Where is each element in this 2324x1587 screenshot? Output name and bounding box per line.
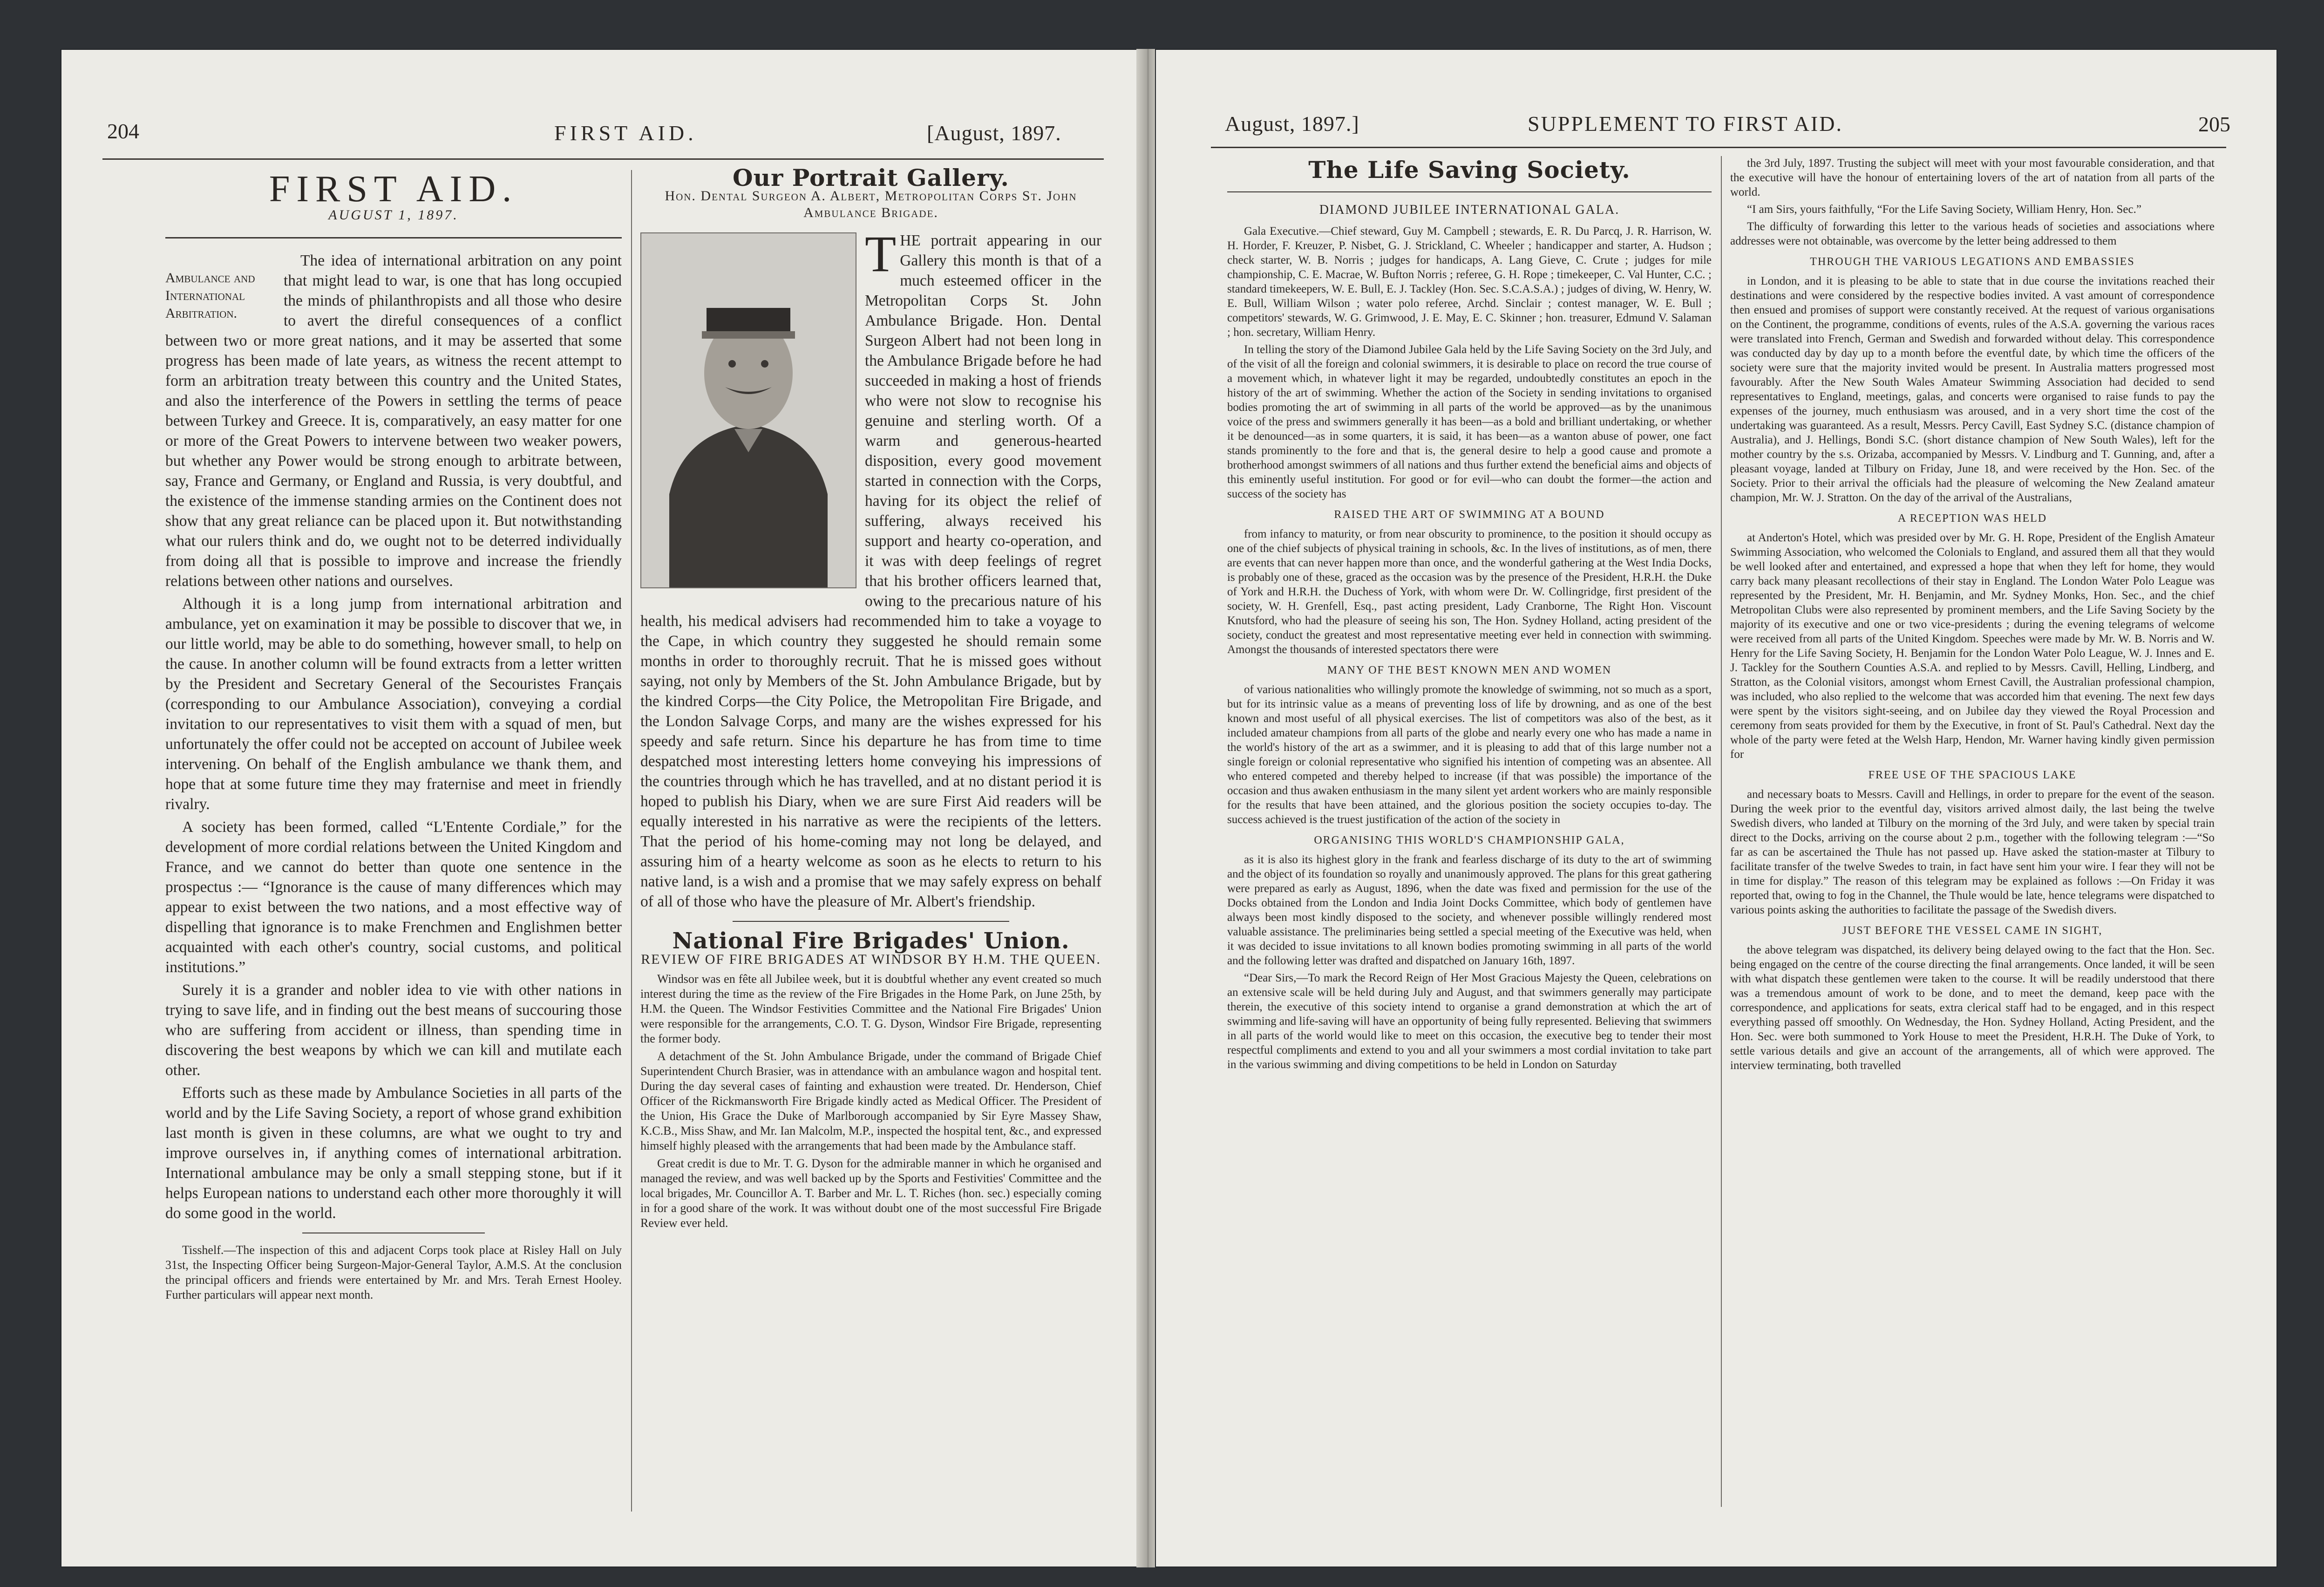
- editorial-paragraph: A society has been formed, called “L'Entente Cordiale,” for the development of more cordial relations between the United Kingdom and France, and we cannot do better than quote one sentence in the prospectus :— “Ignorance is the cause of many differences which may appear to exist between the two nations, and a most effective way of dispelling that ignorance is to make Frenchmen and Englishmen better acquainted with each other's country, social customs, and political institutions.”: [165, 818, 622, 976]
- editorial-paragraph: Efforts such as these made by Ambulance Societies in all parts of the world and by the Life Saving Society, a report of whose grand exhibition last month is given in these columns, are what we ought to try and improve ourselves in, if anything comes of international arbitration. International ambulance may be only a small stepping stone, but if it helps European nations to understand each other more thoroughly it will do some good in the world.: [165, 1084, 622, 1222]
- header-rule-right: [1211, 147, 2226, 148]
- heading-rule: [1227, 191, 1712, 192]
- portrait-gallery-column: [640, 164, 1101, 1558]
- section-caption: THROUGH THE VARIOUS LEGATIONS AND EMBASSIES: [1810, 256, 2135, 268]
- life-saving-column-2: [1730, 156, 2215, 1558]
- article-paragraph: the above telegram was dispatched, its delivery being delayed owing to the fact that the Hon. Sec. being engaged on the centre of the course directing the final arrangements. Once landed, it will be seen with what dispatch these gentlemen were taken to the course. It will be readily understood that there was a tremendous amount of work to be done, and to meet the demand, keep pace with the correspondence, and applications for seats, extra clerical staff had to be engaged, and in this respect everything passed off smoothly. On Wednesday, the Hon. Sydney Holland, Acting President, and the Hon. Sec. were both summoned to York House to meet the President, H.R.H. The Duke of York, to settle various details and give an account of the arrangements, all of which were approved. The interview terminating, both travelled: [1730, 944, 2215, 1072]
- masthead-rule: [165, 237, 622, 238]
- portrait-gallery-subheading: Hon. Dental Surgeon A. Albert, Metropolitan Corps St. John Ambulance Brigade.: [665, 188, 1077, 220]
- article-paragraph: The difficulty of forwarding this letter to the various heads of societies and associations where addresses were not obtainable, was overcome by the letter being addressed to them: [1730, 220, 2215, 247]
- column-divider-right: [1721, 156, 1722, 1507]
- fire-brigades-paragraph: Great credit is due to Mr. T. G. Dyson for the admirable manner in which he organised and managed the review, and was well backed up by the Sports and Festivities' Committee and the local brigades, Mr. Councillor A. T. Barber and Mr. L. T. Riches (hon. sec.) especially coming in for a good share of the work. It was without doubt one of the most successful Fire Brigade Review ever held.: [640, 1156, 1101, 1230]
- portrait-gallery-body: HE portrait appearing in our Gallery this month is that of a much esteemed officer in the Metropolitan Corps St. John Ambulance Brigade. Hon. Dental Surgeon Albert had not been long in the Ambulance Brigade before he had succeeded in making a host of friends who were not slow to recognise his genuine and sterling worth. Of a warm and generous-hearted disposition, every good movement started in connection with the Corps, having for its object the relief of suffering, always received his support and hearty co-operation, and it was with deep feelings of regret that his brother officers learned that, owing to the precarious nature of his health, his medical advisers had recommended him to take a voyage to the Cape, in which country they suggested he should remain some months in order to thoroughly recruit. That he is missed goes without saying, not only by Members of the St. John Ambulance Brigade, but by the kindred Corps—the City Police, the Metropolitan Fire Brigade, and the London Salvage Corps, and many are the wishes expressed for his speedy and safe return. Since his departure he has from time to time despatched most interesting letters home conveying his impressions of the countries through which he has travelled, and at no distant period it is hoped to publish his Diary, when we are sure First Aid readers will be equally interested in his narrative as were the recipients of the letters. That the period of his home-coming may not long be delayed, and assuring him of a hearty welcome as soon as he elects to return to his native land, is a wish and a promise that we may safely express on behalf of all of those who have the pleasure of Mr. Albert's friendship.: [640, 232, 1101, 910]
- article-paragraph: and necessary boats to Messrs. Cavill and Hellings, in order to prepare for the event of the season. During the week prior to the eventful day, visitors arrived almost daily, the last being the twelve Swedish divers, who landed at Tilbury on the morning of the 3rd July, and were taken by special train direct to the Docks, arriving on the course about 2 p.m., together with the following telegram :—“So far as can be ascertained the Thule has not passed up. Have asked the station-master at Tilbury to facilitate transfer of the twelve Swedes to train, in fact have sent him your wire. I fear they will not be in time for display.” The reason of this telegram may be explained as follows :—On Friday it was reported that, owing to fog in the Channel, the Thule would be late, hence telegrams were dispatched to various points asking the authorities to facilitate the passage of the Swedish divers.: [1730, 788, 2215, 916]
- section-caption: ORGANISING THIS WORLD'S CHAMPIONSHIP GALA,: [1314, 834, 1625, 846]
- article-paragraph: from infancy to maturity, or from near obscurity to prominence, to the position it should occupy as one of the chief subjects of physical training in schools, &c. In the lives of institutions, as of men, there are events that can never happen more than once, and the wonderful gathering at the West India Docks, is probably one of these, graced as the occasion was by the presence of the President, H.R.H. the Duke of York and H.R.H. the Duchess of York, with whom were Dr. W. Collingridge, first president of the society, W. H. Grenfell, Esq., past acting president, Lady Cranborne, The Right Hon. Viscount Knutsford, who had the pleasure of seeing his son, The Hon. Sydney Holland, acting president of the society, conduct the greatest and most representative meeting ever held in connection with swimming. Amongst the thousands of interested spectators there were: [1227, 527, 1712, 656]
- section-caption: A RECEPTION WAS HELD: [1897, 512, 2047, 524]
- column-1-blocks: [1227, 224, 1712, 1072]
- running-title-left: FIRST AID.: [554, 121, 697, 145]
- running-title-right: SUPPLEMENT TO FIRST AID.: [1528, 111, 1843, 136]
- header-rule-left: [102, 158, 1104, 160]
- editorial-column: [165, 170, 622, 1558]
- life-saving-heading: The Life Saving Society.: [1308, 156, 1631, 184]
- article-paragraph: in London, and it is pleasing to be able to state that in due course the invitations reached their destinations and were considered by the respective bodies invited. A vast amount of correspondence then ensued and promises of support were constantly received. At the request of various organisations on the Continent, the programme, conditions of events, rules of the A.S.A. governing the various races were translated into French, German and Swedish and forwarded without delay. This correspondence was conducted day by day up to a month before the eventful date, by which time the officers of the society were sure that the majority invited would be present. In Australia matters progressed most favourably. After the New South Wales Amateur Swimming Association had decided to send representatives to England, meetings, galas, and concerts were organised to raise funds to pay the expenses of the journey, much enthusiasm was aroused, and in a very short time the cost of the undertaking was guaranteed. As a result, Messrs. Percy Cavill, East Sydney S.C. (distance champion of Australia), and J. Hellings, Bondi S.C. (short distance champion of New South Wales), left for the mother country by the s.s. Orizaba, accompanied by Messrs. V. Lindburg and T. Gunning, and, after a pleasant voyage, landed at Tilbury on Friday, June 18, and were received by the Hon. Sec. of the Society. Prior to their arrival the officials had the pleasure of welcoming the New Zealand amateur champion, Mr. W. J. Stratton. On the day of the arrival of the Australians,: [1730, 275, 2215, 504]
- running-date-left: [August, 1897.: [927, 121, 1061, 145]
- section-caption: MANY OF THE BEST KNOWN MEN AND WOMEN: [1327, 664, 1612, 676]
- editorial-paragraph: Although it is a long jump from international arbitration and ambulance, yet on examination it may be possible to discover that we, in our little world, may be able to do something, however small, to help on the cause. In another column will be found extracts from a letter written by the President and Secretary General of the Secouristes Français (corresponding to our Ambulance Association), conveying a cordial invitation to our representatives to visit them with a squad of men, but unfortunately the offer could not be accepted on account of Jubilee week intervening. On behalf of the English ambulance we thank them, and hope that at some future time they may fraternise and meet in friendly rivalry.: [165, 595, 622, 813]
- article-paragraph: “Dear Sirs,—To mark the Record Reign of Her Most Gracious Majesty the Queen, celebrations on an extensive scale will be held during July and August, and that swimmers generally may participate therein, the executive of this society intend to organise a grand demonstration at which the art of swimming and life-saving will have an opportunity of being fully represented. Believing that swimmers in all parts of the world would like to meet on this occasion, the executive beg to tender their most respectful compliments and extend to you and all your swimmers a most cordial invitation to take part in the various swimming and diving competitions to be held in London on Saturday: [1227, 971, 1712, 1071]
- section-caption: JUST BEFORE THE VESSEL CAME IN SIGHT,: [1842, 925, 2103, 937]
- page-number-left: 204: [107, 119, 139, 143]
- article-paragraph: at Anderton's Hotel, which was presided over by Mr. G. H. Rope, President of the English Amateur Swimming Association, who welcomed the Colonials to England, and assured them all that they would be well looked after and entertained, and expressed a hope that when they left for home, they would carry back many pleasant recollections of their stay in England. The London Water Polo League was represented by the President, Mr. H. Benjamin, and Mr. Sydney Monks, Hon. Sec., and the chief Metropolitan Clubs were also represented by prominent members, and the Life Saving Society by the majority of its executive and one or two vice-presidents ; during the evening telegrams of welcome were received from all parts of the United Kingdom. Speeches were made by Mr. W. B. Norris and W. Henry for the Life Saving Society, H. Benjamin for the London Water Polo League, W. J. Innes and E. J. Tackley for the Southern Counties A.S.A. and replied to by Messrs. Cavill, Helling, Lindberg, and Stratton, as the Colonial visitors, amongst whom Ernest Cavill, the Australian professional champion, was included, who also replied to the welcome that was accorded him that evening. The next few days were spent by the visitors sight-seeing, and on Jubilee day they viewed the Royal Procession and ceremony from seats provided for them by the Executive, in front of St. Paul's Cathedral. Next day the whole of the party were feted at the Welsh Harp, Hendon, Mr. Warner having kindly given permission for: [1730, 531, 2215, 761]
- running-date-right: August, 1897.]: [1225, 111, 1359, 136]
- tisshelf-note: Tisshelf.—The inspection of this and adjacent Corps took place at Risley Hall on July 31st, the Inspecting Officer being Surgeon-Major-General Taylor, A.M.S. At the conclusion the principal officers and friends were entertained by Mr. and Mrs. Terah Ernest Hooley. Further particulars will appear next month.: [165, 1243, 622, 1301]
- life-saving-column-1: [1227, 156, 1712, 1558]
- editorial-paragraph: Surely it is a grander and nobler idea to vie with other nations in trying to save life, and in finding out the best means of succouring those who are suffering from accident or illness, than spending time in discovering the best weapons by which we can kill and mutilate each other.: [165, 981, 622, 1079]
- sidenote-arbitration: Ambulance and International Arbitration.: [165, 270, 255, 321]
- fire-brigades-heading: National Fire Brigades' Union.: [672, 927, 1070, 954]
- fire-brigades-subheading: REVIEW OF FIRE BRIGADES AT WINDSOR BY H.M. THE QUEEN.: [641, 951, 1101, 967]
- column-divider: [631, 170, 632, 1512]
- section-caption: RAISED THE ART OF SWIMMING AT A BOUND: [1334, 508, 1605, 521]
- article-paragraph: “I am Sirs, yours faithfully, “For the Life Saving Society, William Henry, Hon. Sec.”: [1747, 203, 2141, 216]
- dropcap-letter: T: [865, 225, 897, 282]
- editorial-paragraph: The idea of international arbitration on any point that might lead to war, is one that has long occupied the minds of philanthropists and all those who desire to avert the direful consequences of a conflict between two or more great nations, and it may be asserted that some progress has been made of late years, as witness the recent attempt to form an arbitration treaty between this country and the United States, and also the interference of the Powers in settling the terms of peace between Turkey and Greece. It is, comparatively, an easy matter for one or more of the Great Powers to intervene between two weaker powers, but whether any Power would be strong enough to arbitrate between, say, France and Germany, or England and Russia, is very doubtful, and the existence of the immense standing armies on the Continent does not show that any great reliance can be placed upon it. But notwithstanding what our rulers think and do, we ought not to be deterred individually from doing all that is possible to improve and increase the friendly relations between other nations and ourselves.: [165, 252, 622, 590]
- portrait-photo: [640, 232, 856, 588]
- fire-brigades-paragraph: Windsor was en fête all Jubilee week, but it is doubtful whether any event created so much interest during the time as the review of the Fire Brigades in the Home Park, on June 25th, by H.M. the Queen. The Windsor Festivities Committee and the National Fire Brigades' Union were responsible for the arrangements, C.O. T. G. Dyson, Windsor Fire Brigade, representing the former body.: [640, 972, 1101, 1045]
- masthead-date: AUGUST 1, 1897.: [328, 207, 459, 223]
- portrait-figure-icon: [641, 233, 856, 587]
- right-page: [1155, 49, 2277, 1567]
- section-caption: FREE USE OF THE SPACIOUS LAKE: [1868, 769, 2077, 781]
- article-paragraph: Gala Executive.—Chief steward, Guy M. Campbell ; stewards, E. R. Du Parcq, J. R. Harrison, W. H. Horder, F. Kreuzer, P. Nisbet, G. J. Strickland, C. Wheeler ; handicapper and starter, A. Hudson ; check starter, W. B. Norris ; judges for handicaps, A. Lang Gieve, C. Crute ; judges for mile championship, C. E. Macrae, W. Bufton Norris ; referee, G. H. Rope ; timekeeper, C. Val Hunter, C.C. ; standard timekeepers, W. E. Bull, E. J. Tackley (Hon. Sec. S.C.A.S.A.) ; judges of diving, W. Henry, W. E. Bull, William Wilson ; water polo referee, Archd. Sinclair ; contest manager, W. E. Bull ; competitors' stewards, W. G. Grimwood, J. E. May, E. C. Skinner ; hon. treasurer, Edmund V. Salaman ; hon. secretary, William Henry.: [1227, 225, 1712, 339]
- column-2-blocks: [1730, 156, 2215, 1073]
- left-page: [61, 49, 1141, 1567]
- section-rule: [733, 921, 1009, 922]
- page-number-right: 205: [2198, 112, 2230, 136]
- article-paragraph: the 3rd July, 1897. Trusting the subject will meet with your most favourable consideration, and that the executive will have the honour of entertaining lovers of the art of natation from all parts of the world.: [1730, 157, 2215, 198]
- portrait-gallery-heading: Our Portrait Gallery.: [733, 164, 1009, 191]
- masthead-title: FIRST AID.: [269, 169, 518, 210]
- article-paragraph: of various nationalities who willingly promote the knowledge of swimming, not so much as a sport, but for its intrinsic value as a means of preventing loss of life by drowning, and as one of the best known and most useful of all physical exercises. The list of competitors was also of the best, as it included amateur champions from all parts of the globe and nearly every one who has made a name in the world's history of the art as a swimmer, and it is pleasing to add that of this large number not a single foreign or colonial representative who signified his intention of competing was an absentee. All who entered competed and thereby helped to increase (if that was possible) the importance of the occasion and thus awaken enthusiasm in the many silent yet ardent workers who are mainly responsible for the results that have been attained, and the glorious position the society occupies to-day. The success achieved is the truest justification of the action of the society in: [1227, 683, 1712, 826]
- article-paragraph: In telling the story of the Diamond Jubilee Gala held by the Life Saving Society on the 3rd July, and of the visit of all the foreign and colonial swimmers, it is desirable to place on record the true course of a movement which, in whatever light it may be regarded, undoubtedly constitutes an epoch in the history of the art of swimming. Whether the action of the Society in sending invitations to organised bodies promoting the art of swimming in all parts of the world be approved—as by the unanimous voice of the press and swimmers generally it has been—as a bold and brilliant undertaking, or whether it be denounced—as in some quarters, it is said, it has been—as a wanton abuse of power, one fact stands prominently to the fore and that is, the general desire to help a good cause and promote a brotherhood amongst swimmers of all nations and thus further extend the beneficial aims and objects of this eminently useful institution. For good or for evil—who can doubt the former—the action and success of the society has: [1227, 343, 1712, 500]
- article-paragraph: as it is also its highest glory in the frank and fearless discharge of its duty to the art of swimming and the object of its foundation so royally and unanimously approved. The plans for this great gathering were prepared as early as August, 1896, when the date was fixed and permission for the use of the Docks obtained from the London and India Joint Docks Committee, which body of gentlemen have always been most kindly disposed to the society, and whenever possible willingly rendered most valuable assistance. The preliminaries being settled a special meeting of the Executive was held, when it was decided to issue invitations to all known bodies promoting swimming in all parts of the world and the following letter was drafted and dispatched on January 16th, 1897.: [1227, 853, 1712, 967]
- fire-brigades-paragraph: A detachment of the St. John Ambulance Brigade, under the command of Brigade Chief Superintendent Church Brasier, was in attendance with an ambulance wagon and hospital tent. During the day several cases of fainting and exhaustion were treated. Dr. Henderson, Chief Officer of the Rickmansworth Fire Brigade kindly acted as Medical Officer. The President of the Union, His Grace the Duke of Marlborough accompanied by Sir Eyre Massey Shaw, K.C.B., Miss Shaw, and Mr. Ian Malcolm, M.P., inspected the hospital tent, &c., and expressed himself highly pleased with the arrangements that had been made by the Ambulance staff.: [640, 1049, 1101, 1152]
- gala-subheading: DIAMOND JUBILEE INTERNATIONAL GALA.: [1319, 202, 1620, 217]
